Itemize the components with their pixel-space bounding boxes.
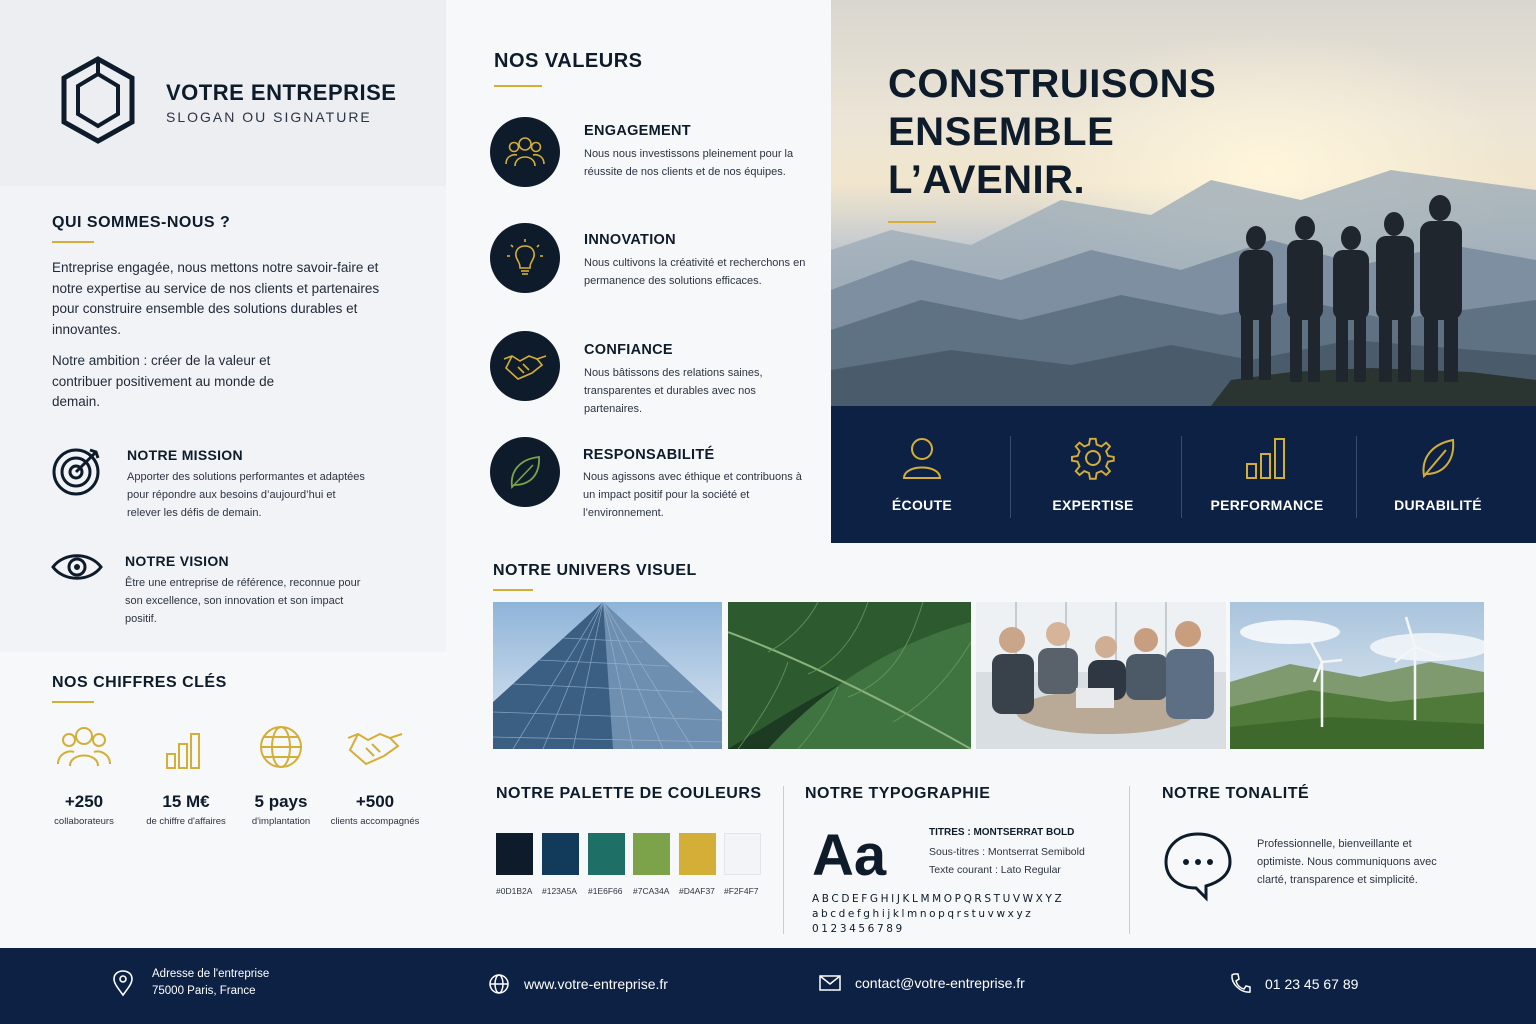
value-icon-engagement [490,117,560,187]
target-icon [50,444,104,498]
value-icon-confiance [490,331,560,401]
footer [0,948,1536,1024]
value-text-innovation: Nous cultivons la créativité et recherchons en permanence des solutions efficaces. [584,257,806,287]
location-pin-icon [112,969,134,997]
stat-revenue [131,724,241,827]
color-hex-label: #0D1B2A [496,886,533,896]
footer-website-link[interactable]: www.votre-entreprise.fr [524,976,668,992]
color-hex-label: #7CA34A [633,886,670,896]
stat-value: +250 [64,792,104,811]
stat-label: clients accompagnés [330,816,420,827]
footer-phone[interactable] [1229,972,1358,996]
about-paragraph-1: Entreprise engagée, nous mettons notre savoir-faire et notre expertise au service de nos clients et partenaires pour construire ensemble des solutions durables et innovantes. [52,260,380,337]
people-icon [56,724,112,770]
footer-phone-number[interactable]: 01 23 45 67 89 [1265,976,1359,992]
footer-address-line1: Adresse de l'entreprise [152,968,270,980]
handshake-icon [346,724,404,770]
gear-icon [1071,436,1115,480]
color-swatch [679,833,716,875]
bar-chart-icon [1244,436,1290,480]
typography-body: Texte courant : Lato Regular [929,864,1061,876]
eye-icon [50,540,104,594]
handshake-icon [503,349,547,383]
color-hex-label: #F2F4F7 [724,886,759,896]
pillar-label: PERFORMANCE [1210,497,1324,513]
hero-title: CONSTRUISONS ENSEMBLE L’AVENIR. [888,62,1217,202]
brand-name: VOTRE ENTREPRISE [166,80,397,105]
about-rule [52,241,94,243]
brand-slogan: SLOGAN OU SIGNATURE [166,109,372,125]
visual-universe-rule [493,589,533,591]
color-swatch [724,833,761,875]
section-divider [1129,786,1130,934]
pillar-label: DURABILITÉ [1394,497,1482,513]
pillar-durabilite [1352,406,1524,543]
pillars-band [831,406,1536,543]
typography-titles: TITRES : MONTSERRAT BOLD [929,827,1075,838]
value-icon-responsabilite [490,437,560,507]
leaf-icon [1418,436,1458,480]
stat-label: collaborateurs [54,816,114,827]
globe-icon [488,973,510,995]
footer-email[interactable] [819,974,1025,992]
pillar-expertise [1007,406,1179,543]
typography-lowercase: abcdefghijklmnopqrstuvwxyz [812,908,1034,920]
pillar-ecoute [836,406,1008,543]
typography-uppercase: ABCDEFGHIJKLMMOPQRSTUVWXYZ [812,893,1065,905]
mission-title: NOTRE MISSION [127,447,243,463]
tone-title: NOTRE TONALITÉ [1162,785,1310,802]
typography-subtitles: Sous-titres : Montserrat Semibold [929,846,1085,858]
value-text-responsabilite: Nous agissons avec éthique et contribuons à un impact positif pour la société et l’environnement. [583,471,802,519]
photo-leaf [728,602,971,749]
stat-label: d'implantation [251,816,311,827]
about-paragraph-2: Notre ambition : créer de la valeur et contribuer positivement au monde de demain. [52,353,275,409]
key-figures-rule [52,701,94,703]
value-text-confiance: Nous bâtissons des relations saines, transparentes et durables avec nos partenaires. [584,367,763,415]
pillar-performance [1181,406,1353,543]
color-hex-label: #123A5A [542,886,577,896]
logo-icon [60,56,136,144]
stat-collaborators [29,724,139,827]
value-title-innovation: INNOVATION [584,232,676,248]
value-icon-innovation [490,223,560,293]
mission-text: Apporter des solutions performantes et adaptées pour répondre aux besoins d’aujourd’hui et relever les défis de demain. [127,471,365,519]
value-text-engagement: Nous nous investissons pleinement pour la réussite de nos clients et de nos équipes. [584,148,794,178]
globe-icon [258,724,304,770]
values-title: NOS VALEURS [494,50,643,72]
about-title: QUI SOMMES-NOUS ? [52,214,231,231]
phone-icon [1229,972,1251,996]
value-title-responsabilite: RESPONSABILITÉ [583,447,715,463]
stat-value: 5 pays [254,792,308,811]
stat-value: +500 [355,792,395,811]
key-figures-title: NOS CHIFFRES CLÉS [52,674,227,691]
color-swatch [633,833,670,875]
footer-website[interactable] [488,973,668,995]
bar-chart-icon [163,724,209,770]
lightbulb-icon [505,238,545,278]
tone-text: Professionnelle, bienveillante et optimiste. Nous communiquons avec clarté, transparence et simplicité. [1257,838,1437,886]
photo-building [493,602,722,749]
color-hex-label: #D4AF37 [679,886,715,896]
values-rule [494,85,542,87]
visual-universe-title: NOTRE UNIVERS VISUEL [493,562,697,579]
team-icon [505,134,545,170]
palette-title: NOTRE PALETTE DE COULEURS [496,785,762,802]
color-swatch [496,833,533,875]
value-title-engagement: ENGAGEMENT [584,123,691,139]
mail-icon [819,974,841,992]
pillar-label: EXPERTISE [1052,497,1134,513]
typography-digits: 0123456789 [812,923,905,935]
color-hex-label: #1E6F66 [588,886,623,896]
leaf-icon [506,453,544,491]
footer-email-link[interactable]: contact@votre-entreprise.fr [855,975,1025,991]
speech-bubble-icon [1162,830,1234,902]
stat-clients [320,724,430,827]
stat-value: 15 M€ [162,792,210,811]
typography-sample: Aa [812,823,887,888]
vision-text: Être une entreprise de référence, reconnue pour son excellence, son innovation et son impact positif. [125,577,361,625]
footer-address [112,966,269,1000]
user-icon [900,436,944,480]
typography-title: NOTRE TYPOGRAPHIE [805,785,991,802]
pillar-label: ÉCOUTE [891,497,953,513]
footer-address-line2: 75000 Paris, France [152,985,256,997]
stat-label: de chiffre d'affaires [146,816,226,827]
color-swatch [542,833,579,875]
vision-title: NOTRE VISION [125,553,229,569]
color-swatch [588,833,625,875]
section-divider [783,786,784,934]
hero-rule [888,221,936,223]
photo-wind-turbines [1230,602,1484,749]
value-title-confiance: CONFIANCE [584,342,673,358]
photo-meeting [976,602,1226,749]
